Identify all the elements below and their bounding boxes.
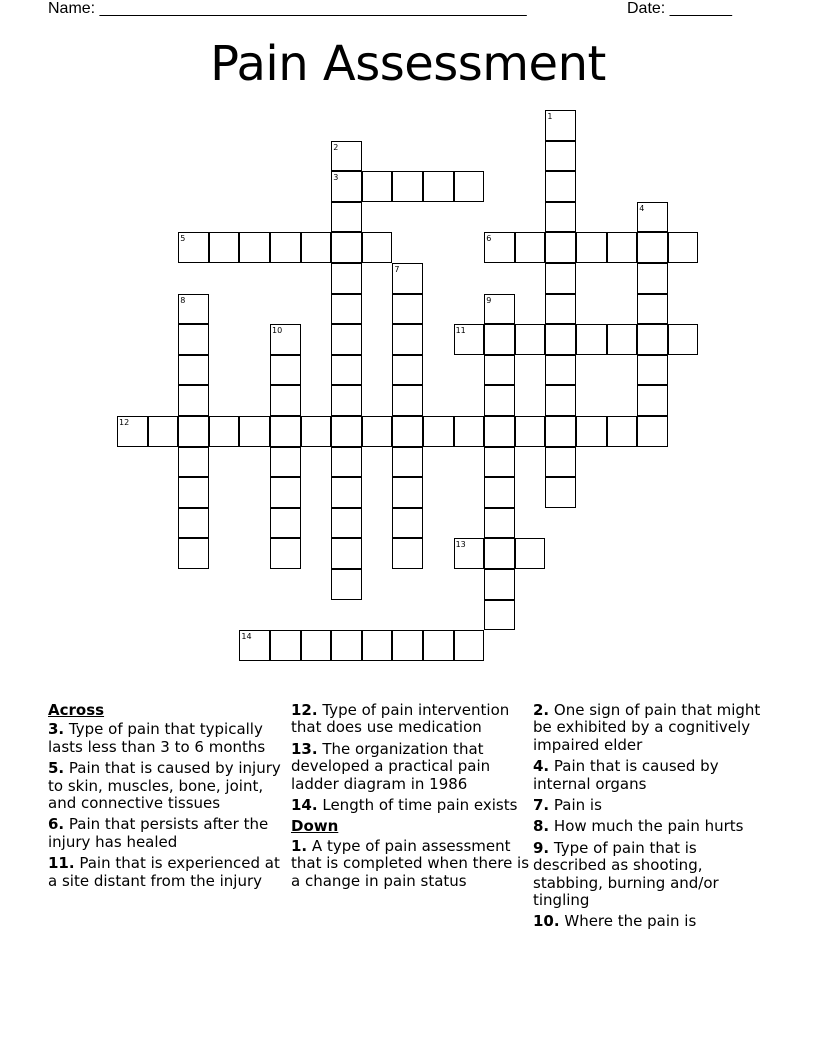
grid-cell[interactable] xyxy=(637,385,668,416)
grid-cell[interactable] xyxy=(331,171,362,202)
grid-cell[interactable] xyxy=(392,294,423,325)
grid-cell[interactable] xyxy=(484,355,515,386)
clues-column-2 xyxy=(291,702,531,894)
clues-column-1 xyxy=(48,702,288,894)
name-line: Name: ________________________________________________ xyxy=(48,0,527,17)
grid-cell[interactable] xyxy=(331,263,362,294)
grid-cell[interactable] xyxy=(392,263,423,294)
grid-cell[interactable] xyxy=(178,538,209,569)
grid-cell[interactable] xyxy=(270,630,301,661)
grid-cell[interactable] xyxy=(545,110,576,141)
grid-cell[interactable] xyxy=(362,171,393,202)
date-line: Date: _______ xyxy=(627,0,732,17)
grid-cell[interactable] xyxy=(668,324,699,355)
grid-cell[interactable] xyxy=(239,232,270,263)
grid-cell[interactable] xyxy=(515,324,546,355)
grid-cell[interactable] xyxy=(331,630,362,661)
grid-cell[interactable] xyxy=(331,294,362,325)
grid-cell[interactable] xyxy=(545,355,576,386)
grid-cell[interactable] xyxy=(331,141,362,172)
grid-cell[interactable] xyxy=(576,324,607,355)
grid-cell[interactable] xyxy=(484,385,515,416)
clue-number: 2 xyxy=(333,142,339,152)
grid-cell[interactable] xyxy=(270,447,301,478)
grid-cell[interactable] xyxy=(270,538,301,569)
grid-cell[interactable] xyxy=(178,447,209,478)
grid-cell[interactable] xyxy=(515,538,546,569)
grid-cell[interactable] xyxy=(454,416,485,447)
grid-cell[interactable] xyxy=(148,416,179,447)
grid-cell[interactable] xyxy=(362,232,393,263)
grid-cell[interactable] xyxy=(270,324,301,355)
grid-cell[interactable] xyxy=(545,416,576,447)
grid-cell[interactable] xyxy=(454,171,485,202)
grid-cell[interactable] xyxy=(545,385,576,416)
grid-cell[interactable] xyxy=(239,416,270,447)
grid-cell[interactable] xyxy=(392,385,423,416)
grid-cell[interactable] xyxy=(484,508,515,539)
grid-cell[interactable] xyxy=(454,630,485,661)
clue-number: 7 xyxy=(394,265,400,274)
grid-cell[interactable] xyxy=(484,324,515,355)
grid-cell[interactable] xyxy=(484,416,515,447)
grid-cell[interactable] xyxy=(576,416,607,447)
grid-cell[interactable] xyxy=(301,232,332,263)
grid-cell[interactable] xyxy=(576,232,607,263)
grid-cell[interactable] xyxy=(331,324,362,355)
grid-cell[interactable] xyxy=(423,416,454,447)
grid-cell[interactable] xyxy=(178,416,209,447)
grid-cell[interactable] xyxy=(607,232,638,263)
grid-cell[interactable] xyxy=(117,416,148,447)
clue-across-11: 11. Pain that is experienced at a site distant from the injury xyxy=(48,854,280,890)
clue-number: 3 xyxy=(333,173,339,183)
grid-cell[interactable] xyxy=(392,447,423,478)
grid-cell[interactable] xyxy=(515,232,546,263)
grid-cell[interactable] xyxy=(178,324,209,355)
clue-down-1: 1. A type of pain assessment that is completed when there is a change in pain status xyxy=(291,836,530,890)
grid-cell[interactable] xyxy=(454,538,485,569)
clue-number: 1 xyxy=(547,112,553,121)
grid-cell[interactable] xyxy=(362,416,393,447)
grid-cell[interactable] xyxy=(209,232,240,263)
grid-cell[interactable] xyxy=(331,416,362,447)
grid-cell[interactable] xyxy=(392,416,423,447)
grid-cell[interactable] xyxy=(637,355,668,386)
grid-cell[interactable] xyxy=(545,232,576,263)
grid-cell[interactable] xyxy=(178,477,209,508)
grid-cell[interactable] xyxy=(178,232,209,263)
clue-down-10: 10. Where the pain is xyxy=(533,912,697,931)
grid-cell[interactable] xyxy=(331,538,362,569)
grid-cell[interactable] xyxy=(545,447,576,478)
across-heading: Across xyxy=(48,701,105,719)
grid-cell[interactable] xyxy=(423,171,454,202)
grid-cell[interactable] xyxy=(331,202,362,233)
clues-column-3 xyxy=(533,702,773,935)
clue-number: 11 xyxy=(455,326,466,336)
grid-cell[interactable] xyxy=(484,447,515,478)
grid-cell[interactable] xyxy=(392,477,423,508)
grid-cell[interactable] xyxy=(484,477,515,508)
grid-cell[interactable] xyxy=(392,324,423,355)
grid-cell[interactable] xyxy=(270,355,301,386)
clue-number: 12 xyxy=(119,418,130,427)
clue-down-4: 4. Pain that is caused by internal organs xyxy=(533,757,719,793)
grid-cell[interactable] xyxy=(270,232,301,263)
clue-down-8: 8. How much the pain hurts xyxy=(533,817,744,836)
grid-cell[interactable] xyxy=(331,355,362,386)
grid-cell[interactable] xyxy=(545,477,576,508)
grid-cell[interactable] xyxy=(178,508,209,539)
grid-cell[interactable] xyxy=(178,385,209,416)
clue-number: 8 xyxy=(180,295,186,305)
clue-across-13: 13. The organization that developed a practical pain ladder diagram in 1986 xyxy=(291,739,491,793)
grid-cell[interactable] xyxy=(392,355,423,386)
clue-across-12: 12. Type of pain intervention that does use medication xyxy=(291,701,510,737)
grid-cell[interactable] xyxy=(484,600,515,631)
grid-cell[interactable] xyxy=(331,447,362,478)
clue-across-6: 6. Pain that persists after the injury has healed xyxy=(48,815,269,851)
clue-number: 14 xyxy=(241,632,252,642)
grid-cell[interactable] xyxy=(484,294,515,325)
grid-cell[interactable] xyxy=(545,294,576,325)
grid-cell[interactable] xyxy=(331,385,362,416)
grid-cell[interactable] xyxy=(515,416,546,447)
grid-cell[interactable] xyxy=(270,477,301,508)
grid-cell[interactable] xyxy=(637,232,668,263)
grid-cell[interactable] xyxy=(331,569,362,600)
grid-cell[interactable] xyxy=(178,355,209,386)
clue-number: 9 xyxy=(486,295,492,305)
grid-cell[interactable] xyxy=(637,202,668,233)
grid-cell[interactable] xyxy=(331,477,362,508)
clue-number: 5 xyxy=(180,234,186,244)
clue-number: 4 xyxy=(639,203,645,213)
grid-cell[interactable] xyxy=(270,416,301,447)
clue-down-2: 2. One sign of pain that might be exhibited by a cognitively impaired elder xyxy=(533,701,761,754)
clue-down-9: 9. Type of pain that is described as shooting, stabbing, burning and/or tingling xyxy=(533,838,719,910)
clue-number: 13 xyxy=(455,540,466,550)
grid-cell[interactable] xyxy=(484,538,515,569)
grid-cell[interactable] xyxy=(637,416,668,447)
page-title: Pain Assessment xyxy=(210,36,606,92)
grid-cell[interactable] xyxy=(545,324,576,355)
clue-down-7: 7. Pain is xyxy=(533,796,602,815)
grid-cell[interactable] xyxy=(209,416,240,447)
grid-cell[interactable] xyxy=(454,324,485,355)
clue-number: 10 xyxy=(272,326,283,336)
grid-cell[interactable] xyxy=(545,171,576,202)
clue-across-3: 3. Type of pain that typically lasts less than 3 to 6 months xyxy=(48,720,266,756)
grid-cell[interactable] xyxy=(607,324,638,355)
grid-cell[interactable] xyxy=(301,630,332,661)
grid-cell[interactable] xyxy=(392,630,423,661)
grid-cell[interactable] xyxy=(423,630,454,661)
down-heading: Down xyxy=(291,817,339,836)
grid-cell[interactable] xyxy=(301,416,332,447)
grid-cell[interactable] xyxy=(392,538,423,569)
grid-cell[interactable] xyxy=(637,324,668,355)
grid-cell[interactable] xyxy=(545,141,576,172)
grid-cell[interactable] xyxy=(362,630,393,661)
grid-cell[interactable] xyxy=(607,416,638,447)
grid-cell[interactable] xyxy=(484,232,515,263)
grid-cell[interactable] xyxy=(668,232,699,263)
grid-cell[interactable] xyxy=(637,294,668,325)
clue-across-5: 5. Pain that is caused by injury to skin, muscles, bone, joint, and connective tissues xyxy=(48,759,281,813)
grid-cell[interactable] xyxy=(484,569,515,600)
clue-across-14: 14. Length of time pain exists xyxy=(291,796,518,815)
grid-cell[interactable] xyxy=(270,508,301,539)
grid-cell[interactable] xyxy=(637,263,668,294)
grid-cell[interactable] xyxy=(239,630,270,661)
grid-cell[interactable] xyxy=(270,385,301,416)
grid-cell[interactable] xyxy=(392,508,423,539)
grid-cell[interactable] xyxy=(178,294,209,325)
grid-cell[interactable] xyxy=(331,508,362,539)
grid-cell[interactable] xyxy=(331,232,362,263)
grid-cell[interactable] xyxy=(392,171,423,202)
grid-cell[interactable] xyxy=(545,202,576,233)
grid-cell[interactable] xyxy=(545,263,576,294)
clue-number: 6 xyxy=(486,234,492,244)
